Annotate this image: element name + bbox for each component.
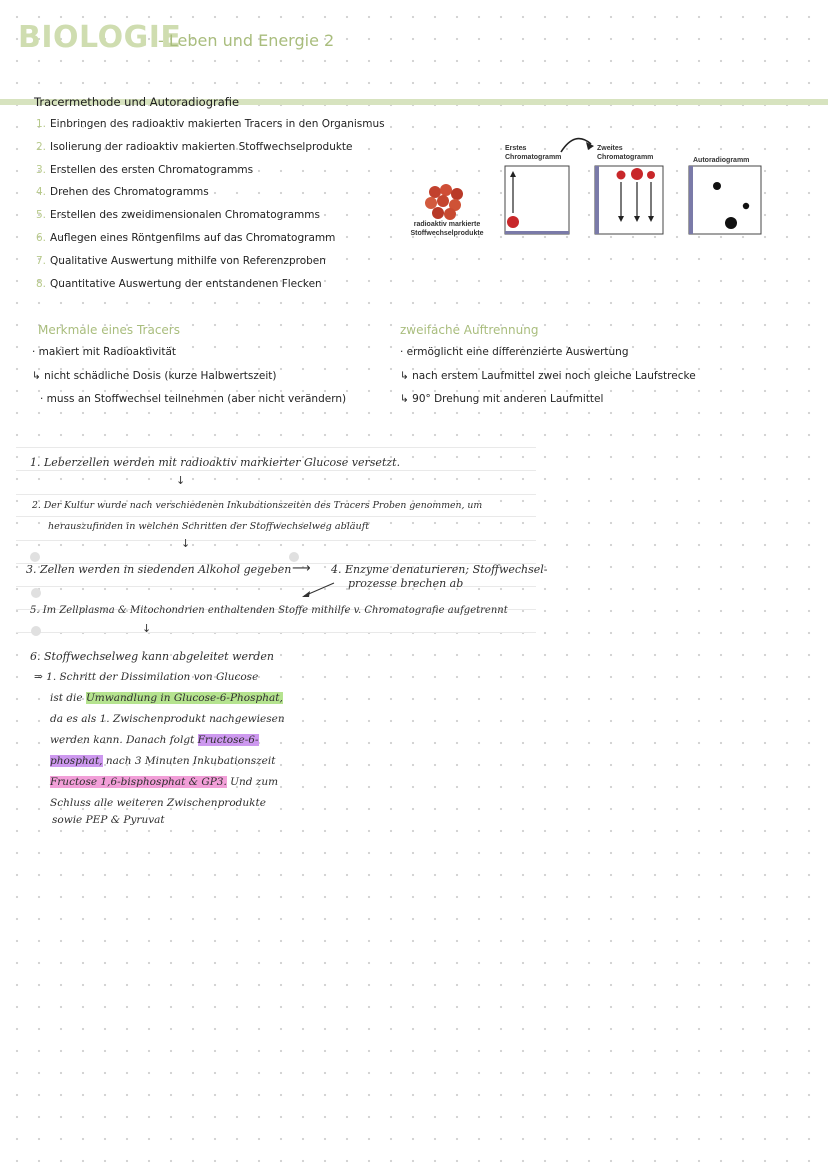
products-label-2: Stoffwechselprodukte bbox=[410, 230, 484, 237]
list-item: 5. Erstellen des zweidimensionalen Chromatogramms bbox=[36, 209, 320, 222]
list-item: 1. Einbringen des radioaktiv makierten Tracers in den Organismus bbox=[36, 118, 385, 130]
experiment-step-1: 1. Leberzellen werden mit radioaktiv markierter Glucose versetzt. bbox=[30, 456, 401, 469]
auftrennung-item: ↳ nach erstem Laufmittel zwei noch gleiche Laufstrecke bbox=[400, 370, 696, 382]
ruled-line bbox=[16, 632, 536, 633]
ruled-line bbox=[16, 494, 536, 495]
highlight-glucose-6-phosphat: Umwandlung in Glucose-6-Phosphat, bbox=[85, 692, 283, 704]
experiment-step-4b: prozesse brechen ab bbox=[348, 577, 464, 590]
experiment-step-2b: herauszufinden in welchen Schritten der Stoffwechselweg abläuft bbox=[48, 521, 370, 532]
products-label-1: radioaktiv markierte bbox=[413, 221, 481, 228]
experiment-step-5: 5. Im Zellplasma & Mitochondrien enthaltenden Stoffe mithilfe v. Chromatografie aufgetrennt bbox=[30, 605, 508, 616]
margin-dot bbox=[31, 626, 41, 636]
ruled-line bbox=[16, 447, 536, 448]
experiment-step-2a: 2. Der Kultur wurde nach verschiedenen Inkubationszeiten des Tracers Proben genommen, um bbox=[32, 500, 483, 511]
down-arrow-icon: ↓ bbox=[142, 622, 152, 635]
merkmale-heading: Merkmale eines Tracers bbox=[38, 323, 180, 337]
list-item: 2. Isolierung der radioaktiv makierten Stoffwechselprodukte bbox=[36, 140, 353, 153]
list-item: 7. Qualitative Auswertung mithilfe von Referenzproben bbox=[36, 254, 326, 267]
chromatography-diagram bbox=[405, 130, 777, 242]
experiment-step-6: 6. Stoffwechselweg kann abgeleitet werden bbox=[30, 650, 274, 663]
conclusion-line: sowie PEP & Pyruvat bbox=[52, 814, 165, 826]
auftrennung-item: ↳ 90° Drehung mit anderen Laufmittel bbox=[400, 393, 604, 405]
autoradiogram-label: Autoradiogramm bbox=[693, 157, 750, 164]
highlight-fructose-bisphosphat: Fructose 1,6-bisphosphat & GP3. bbox=[50, 776, 227, 788]
tracer-section-heading: Tracermethode und Autoradiografie bbox=[34, 95, 240, 109]
conclusion-line: Schluss alle weiteren Zwischenprodukte bbox=[50, 797, 266, 809]
right-arrow-icon: ⟶ bbox=[292, 561, 311, 576]
merkmal-item: · muss an Stoffwechsel teilnehmen (aber nicht verändern) bbox=[40, 393, 347, 405]
down-arrow-icon: ↓ bbox=[181, 537, 191, 550]
auftrennung-item: · ermöglicht eine differenzierte Auswertung bbox=[400, 346, 629, 358]
conclusion-line: ⇒ 1. Schritt der Dissimilation von Glucose bbox=[34, 671, 259, 683]
first-chromatogram-label-1: Erstes bbox=[505, 145, 527, 152]
down-arrow-icon: ↓ bbox=[176, 474, 186, 487]
merkmal-item: · makiert mit Radioaktivität bbox=[32, 346, 177, 358]
merkmal-item: ↳ nicht schädliche Dosis (kurze Halbwertszeit) bbox=[32, 370, 277, 382]
highlight-fructose-6-phosphat-cont: phosphat, bbox=[50, 755, 103, 767]
ruled-line bbox=[16, 470, 536, 471]
first-chromatogram-label-2: Chromatogramm bbox=[505, 154, 562, 161]
conclusion-line: ist die Umwandlung in Glucose-6-Phosphat, bbox=[50, 692, 283, 704]
conclusion-line: da es als 1. Zwischenprodukt nachgewiesen bbox=[50, 713, 285, 725]
list-item: 8. Quantitative Auswertung der entstandenen Flecken bbox=[36, 277, 322, 290]
list-item: 6. Auflegen eines Röntgenfilms auf das Chromatogramm bbox=[36, 231, 336, 244]
tracer-steps-list bbox=[36, 118, 385, 300]
page-subtitle: - Leben und Energie 2 bbox=[158, 31, 335, 50]
experiment-step-3: 3. Zellen werden in siedenden Alkohol gegeben bbox=[26, 563, 292, 576]
list-item: 4. Drehen des Chromatogramms bbox=[36, 186, 209, 199]
conclusion-line: werden kann. Danach folgt Fructose-6- bbox=[50, 734, 259, 746]
highlight-fructose-6-phosphat: Fructose-6- bbox=[197, 734, 259, 746]
margin-dot bbox=[31, 588, 41, 598]
back-arrow-icon bbox=[298, 580, 338, 600]
products-cluster-icon bbox=[425, 184, 463, 220]
conclusion-line: phosphat, nach 3 Minuten Inkubationszeit bbox=[50, 755, 276, 767]
ruled-line bbox=[16, 540, 536, 541]
conclusion-text bbox=[34, 667, 285, 831]
second-chromatogram-label-2: Chromatogramm bbox=[597, 154, 654, 161]
margin-dot bbox=[30, 552, 40, 562]
ruled-line bbox=[16, 516, 536, 517]
page-title: BIOLOGIE bbox=[18, 20, 182, 55]
experiment-step-4a: 4. Enzyme denaturieren; Stoffwechsel- bbox=[331, 563, 548, 576]
list-item: 3. Erstellen des ersten Chromatogramms bbox=[36, 163, 254, 176]
second-chromatogram-label-1: Zweites bbox=[597, 145, 623, 152]
conclusion-line: Fructose 1,6-bisphosphat & GP3. Und zum bbox=[50, 776, 279, 788]
auftrennung-heading: zweifache Auftrennung bbox=[400, 323, 539, 337]
